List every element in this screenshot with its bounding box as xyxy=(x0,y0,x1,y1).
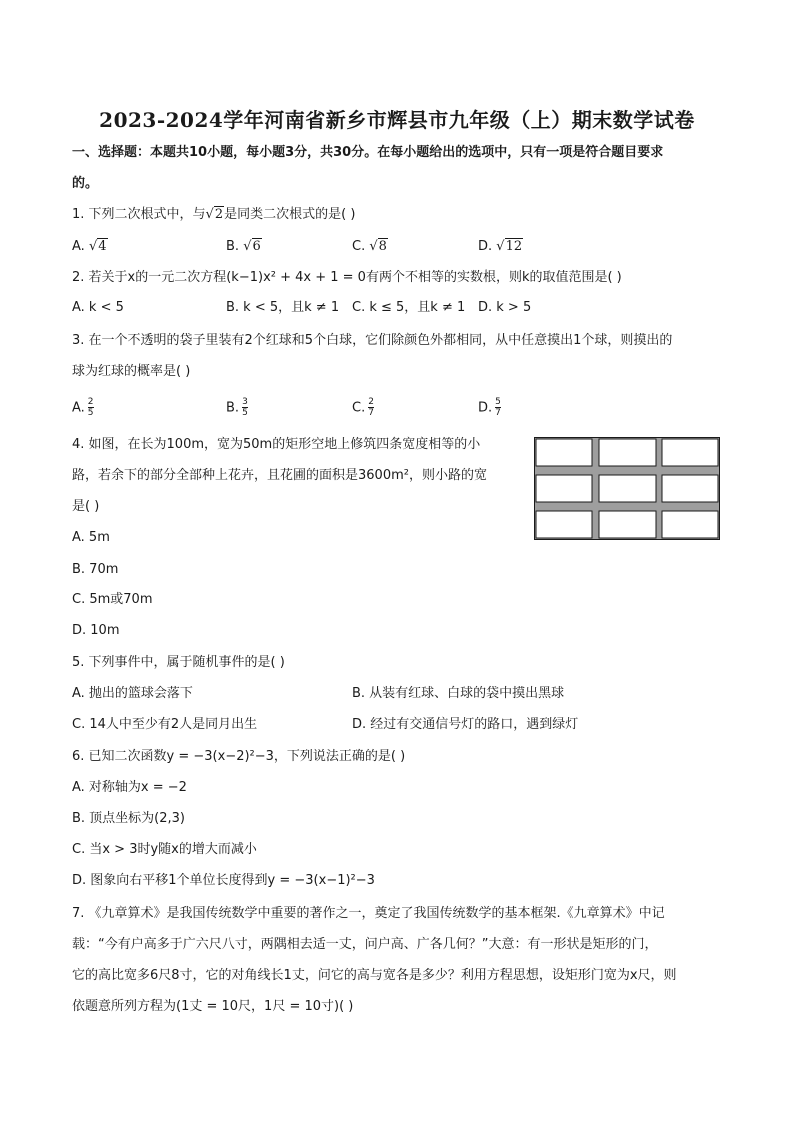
option-letter: C. xyxy=(352,239,366,254)
q1-option-d[interactable] xyxy=(478,237,523,257)
flower-bed xyxy=(599,511,656,538)
q6-option-b[interactable]: B. 顶点坐标为(2,3) xyxy=(72,811,186,826)
denominator: 5 xyxy=(87,408,94,418)
q5-option-b[interactable]: B. 从装有红球、白球的袋中摸出黑球 xyxy=(352,686,565,701)
q4-stem-line3: 是( ) xyxy=(72,499,100,514)
q6-option-d[interactable]: D. 图象向右平移1个单位长度得到y = −3(x−1)²−3 xyxy=(72,873,375,888)
option-letter: C. xyxy=(352,400,366,416)
fraction xyxy=(368,398,374,418)
q4-option-c[interactable]: C. 5m或70m xyxy=(72,592,153,607)
numerator: 5 xyxy=(495,397,501,407)
q6-option-c[interactable]: C. 当x > 3时y随x的增大而减小 xyxy=(72,842,257,857)
option-letter: A. xyxy=(72,400,85,416)
flower-bed xyxy=(662,511,718,538)
sqrt-symbol: √6 xyxy=(243,239,261,254)
q2-stem: 2. 若关于x的一元二次方程(k−1)x² + 4x + 1 = 0有两个不相等的实数根，则k的取值范围是( ) xyxy=(72,270,622,285)
q1-option-b[interactable] xyxy=(226,237,262,257)
denominator: 7 xyxy=(368,408,374,418)
q2-option-b[interactable]: B. k < 5，且k ≠ 1 xyxy=(226,300,340,315)
section-instructions-line1: 一、选择题：本题共10小题，每小题3分，共30分。在每小题给出的选项中，只有一项是符合题目要求 xyxy=(72,145,664,160)
q3-option-a[interactable] xyxy=(72,398,94,419)
fraction xyxy=(88,398,94,418)
q5-option-a[interactable]: A. 抛出的篮球会落下 xyxy=(72,686,193,701)
flower-bed xyxy=(662,475,718,502)
fraction xyxy=(242,398,248,418)
page-title: 2023-2024学年河南省新乡市辉县市九年级（上）期末数学试卷 xyxy=(99,108,695,132)
q5-stem: 5. 下列事件中，属于随机事件的是( ) xyxy=(72,655,285,670)
denominator: 5 xyxy=(242,408,248,418)
sqrt-symbol: √2 xyxy=(205,207,224,222)
q5-option-c[interactable]: C. 14人中至少有2人是同月出生 xyxy=(72,717,258,732)
numerator: 2 xyxy=(368,397,374,407)
option-letter: A. xyxy=(72,239,85,254)
flower-bed xyxy=(599,475,656,502)
sqrt-symbol: √8 xyxy=(369,239,387,254)
fraction xyxy=(495,398,501,418)
q3-stem-line2: 球为红球的概率是( ) xyxy=(72,364,191,379)
q1-stem-radicand: 2 xyxy=(214,207,224,222)
option-letter: B. xyxy=(226,239,240,254)
option-letter: B. xyxy=(226,400,240,416)
q7-stem-line4: 依题意所列方程为(1丈 = 10尺，1尺 = 10寸)( ) xyxy=(72,999,354,1014)
q4-option-d[interactable]: D. 10m xyxy=(72,623,120,638)
option-radicand: 12 xyxy=(505,239,523,254)
numerator: 3 xyxy=(242,397,248,407)
q1-stem xyxy=(72,205,355,225)
q6-stem: 6. 已知二次函数y = −3(x−2)²−3，下列说法正确的是( ) xyxy=(72,749,406,764)
flower-bed xyxy=(599,439,656,466)
q3-option-b[interactable] xyxy=(226,398,248,419)
road-grid-figure xyxy=(534,437,720,540)
q2-option-d[interactable]: D. k > 5 xyxy=(478,300,532,315)
option-radicand: 6 xyxy=(252,239,261,254)
flower-bed xyxy=(536,511,592,538)
q4-option-a[interactable]: A. 5m xyxy=(72,530,110,545)
section-instructions-line2: 的。 xyxy=(72,176,99,191)
q7-stem-line1: 7. 《九章算术》是我国传统数学中重要的著作之一，奠定了我国传统数学的基本框架.《九章算术》中记 xyxy=(72,906,665,921)
q3-stem-line1: 3. 在一个不透明的袋子里装有2个红球和5个白球，它们除颜色外都相同，从中任意摸出1个球，则摸出的 xyxy=(72,333,673,348)
q7-stem-line3: 它的高比宽多6尺8寸，它的对角线长1丈，问它的高与宽各是多少？利用方程思想，设矩形门宽为x尺，则 xyxy=(72,968,677,983)
option-radicand: 8 xyxy=(378,239,387,254)
option-letter: D. xyxy=(478,239,493,254)
q5-option-d[interactable]: D. 经过有交通信号灯的路口，遇到绿灯 xyxy=(352,717,579,732)
numerator: 2 xyxy=(87,397,94,407)
q4-option-b[interactable]: B. 70m xyxy=(72,562,119,577)
q7-stem-line2: 载：“今有户高多于广六尺八寸，两隅相去适一丈，问户高、广各几何？”大意：有一形状是矩形的门， xyxy=(72,937,658,952)
q4-stem-line1: 4. 如图，在长为100m，宽为50m的矩形空地上修筑四条宽度相等的小 xyxy=(72,437,481,452)
q1-option-a[interactable] xyxy=(72,237,108,257)
q1-option-c[interactable] xyxy=(352,237,388,257)
q3-option-c[interactable] xyxy=(352,398,374,419)
flower-bed xyxy=(536,475,592,502)
q4-stem-line2: 路，若余下的部分全部种上花卉，且花圃的面积是3600m²，则小路的宽 xyxy=(72,468,487,483)
q2-option-a[interactable]: A. k < 5 xyxy=(72,300,124,315)
flower-bed xyxy=(536,439,592,466)
flower-bed xyxy=(662,439,718,466)
sqrt-symbol: √4 xyxy=(88,239,107,254)
option-letter: D. xyxy=(478,400,493,416)
q6-option-a[interactable]: A. 对称轴为x = −2 xyxy=(72,780,187,795)
sqrt-symbol: √12 xyxy=(496,239,523,254)
q2-option-c[interactable]: C. k ≤ 5，且k ≠ 1 xyxy=(352,300,466,315)
denominator: 7 xyxy=(495,408,501,418)
q3-option-d[interactable] xyxy=(478,398,501,419)
q1-stem-prefix: 1. 下列二次根式中，与 xyxy=(72,207,206,222)
q1-stem-suffix: 是同类二次根式的是( ) xyxy=(224,207,356,222)
option-radicand: 4 xyxy=(98,239,107,254)
